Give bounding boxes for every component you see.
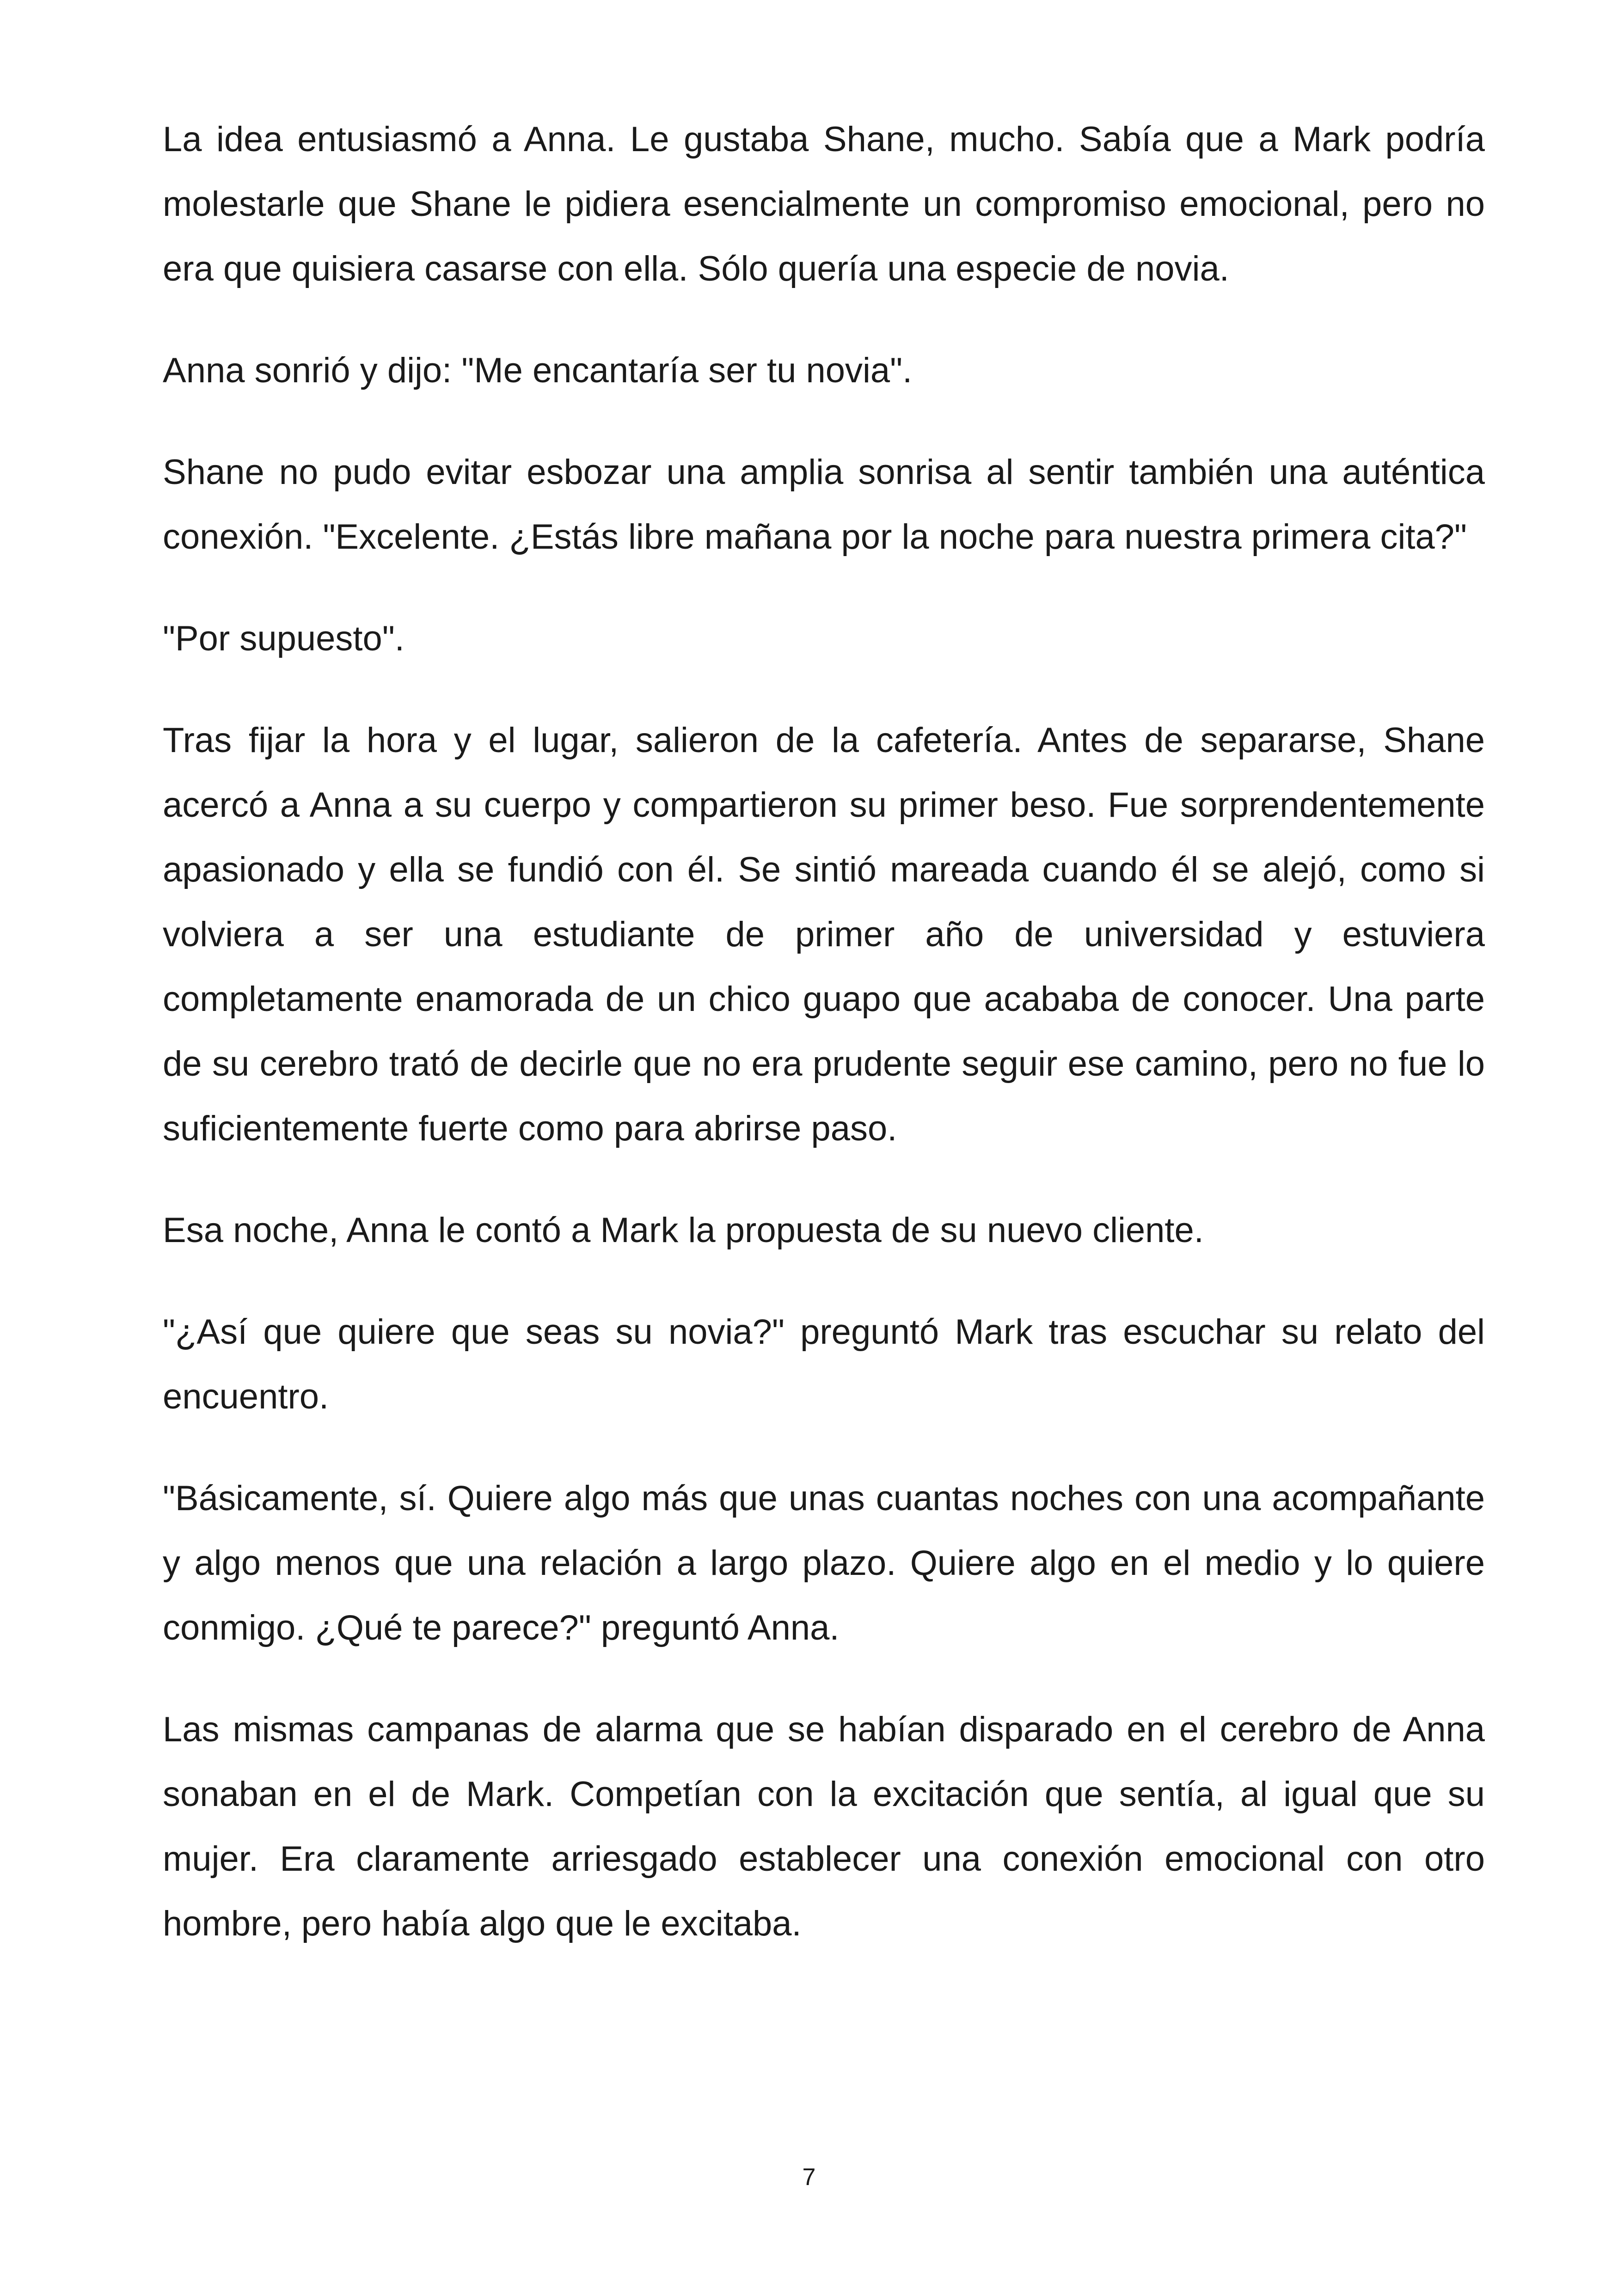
paragraph-4: "Por supuesto". (163, 619, 404, 658)
paragraph-6: Esa noche, Anna le contó a Mark la propuesta de su nuevo cliente. (163, 1211, 1204, 1250)
paragraph-1: La idea entusiasmó a Anna. Le gustaba Shane, mucho. Sabía que a Mark podría molestarle que Shane le pidiera esencialmente un compromiso emocional, pero no era que quisiera casarse con ella. Sólo quería una especie de novia. (163, 120, 1485, 288)
paragraph-2: Anna sonrió y dijo: "Me encantaría ser tu novia". (163, 351, 913, 390)
paragraph-8: "Básicamente, sí. Quiere algo más que unas cuantas noches con una acompañante y algo menos que una relación a largo plazo. Quiere algo en el medio y lo quiere conmigo. ¿Qué te parece?" preguntó Anna. (163, 1479, 1485, 1647)
page-number: 7 (802, 2164, 816, 2191)
paragraph-5: Tras fijar la hora y el lugar, salieron de la cafetería. Antes de separarse, Shane acercó a Anna a su cuerpo y compartieron su primer beso. Fue sorprendentemente apasionado y ella se fundió con él. Se sintió mareada cuando él se alejó, como si volviera a ser una estudiante de primer año de universidad y estuviera completamente enamorada de un chico guapo que acababa de conocer. Una parte de su cerebro trató de decirle que no era prudente seguir ese camino, pero no fue lo suficientemente fuerte como para abrirse paso. (163, 721, 1485, 1148)
paragraph-7: "¿Así que quiere que seas su novia?" preguntó Mark tras escuchar su relato del encuentro. (163, 1312, 1485, 1416)
paragraph-3: Shane no pudo evitar esbozar una amplia sonrisa al sentir también una auténtica conexión. "Excelente. ¿Estás libre mañana por la noche para nuestra primera cita?" (163, 453, 1485, 557)
paragraph-9: Las mismas campanas de alarma que se habían disparado en el cerebro de Anna sonaban en el de Mark. Competían con la excitación que sentía, al igual que su mujer. Era claramente arriesgado establecer una conexión emocional con otro hombre, pero había algo que le excitaba. (163, 1710, 1485, 1943)
body-text (163, 107, 1485, 1993)
